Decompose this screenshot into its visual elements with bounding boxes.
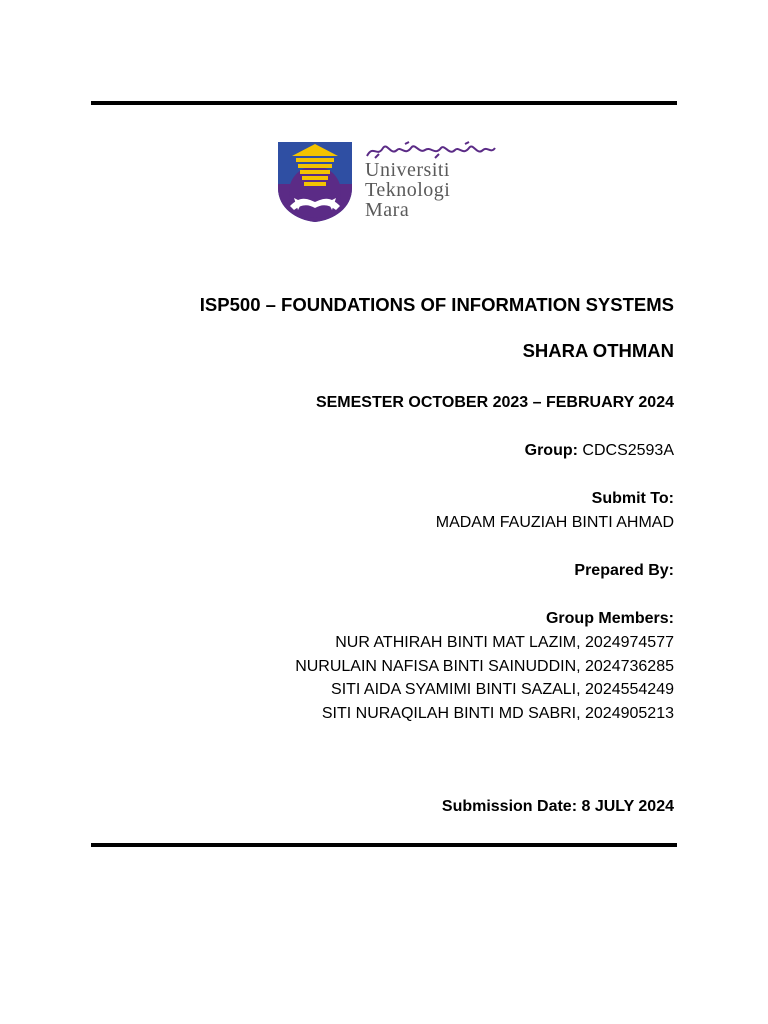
top-rule bbox=[91, 101, 677, 105]
prepared-by-label: Prepared By: bbox=[574, 562, 674, 579]
member-item: NUR ATHIRAH BINTI MAT LAZIM, 2024974577 bbox=[335, 634, 674, 651]
university-name-line-1: Universiti bbox=[365, 159, 450, 181]
member-item: SITI AIDA SYAMIMI BINTI SAZALI, 2024554249 bbox=[331, 681, 674, 698]
semester-line: SEMESTER OCTOBER 2023 – FEBRUARY 2024 bbox=[315, 394, 674, 411]
university-name-line-3: Mara bbox=[365, 199, 410, 221]
bottom-rule bbox=[91, 843, 677, 847]
group-value: CDCS2593A bbox=[577, 442, 674, 459]
submit-to-value: MADAM FAUZIAH BINTI AHMAD bbox=[435, 514, 674, 531]
group-members-label: Group Members: bbox=[545, 610, 674, 627]
group-label: Group: bbox=[524, 442, 578, 459]
uitm-logo bbox=[276, 138, 502, 226]
member-item: NURULAIN NAFISA BINTI SAINUDDIN, 2024736285 bbox=[295, 657, 674, 675]
university-name-line-2: Teknologi bbox=[365, 179, 451, 201]
submission-date: Submission Date: 8 JULY 2024 bbox=[441, 798, 674, 815]
group-line bbox=[114, 439, 674, 463]
cover-details bbox=[114, 288, 674, 819]
jawi-script bbox=[365, 140, 497, 160]
uitm-crest-icon bbox=[276, 138, 356, 224]
course-title: ISP500 – FOUNDATIONS OF INFORMATION SYSTEMS bbox=[199, 294, 674, 315]
member-item: SITI NURAQILAH BINTI MD SABRI, 2024905213 bbox=[321, 704, 674, 722]
member-list bbox=[114, 631, 674, 725]
submit-to-label: Submit To: bbox=[591, 490, 674, 507]
lecturer-name: SHARA OTHMAN bbox=[522, 340, 674, 361]
university-name bbox=[365, 160, 450, 220]
